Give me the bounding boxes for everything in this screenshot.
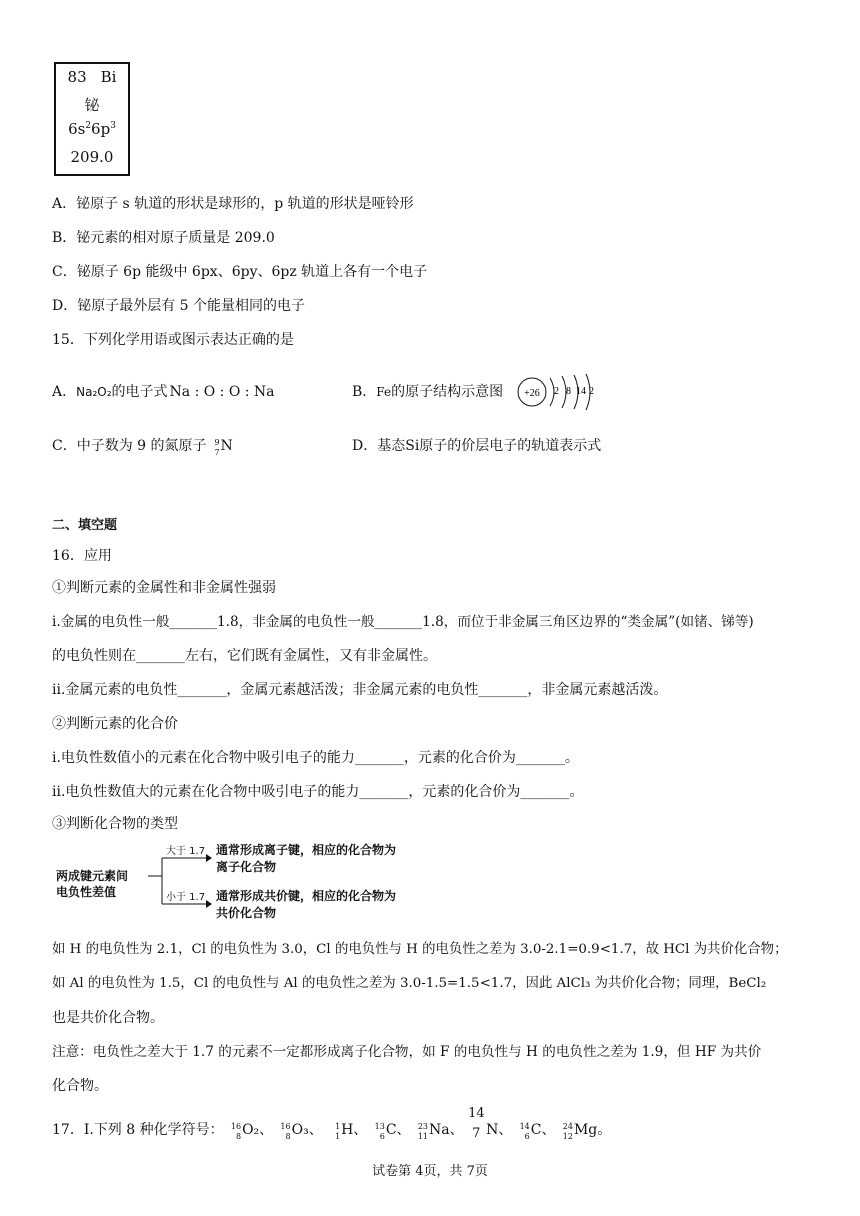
element-name: 铋 [84, 96, 100, 114]
q16-ii1: ii.金属元素的电负性_______，金属元素越活泼；非金属元素的电负性_______，非金属元素越活泼。 [52, 682, 668, 698]
q15-option-b: B．Fe的原子结构示意图 [352, 384, 504, 400]
q16-point-1: ①判断元素的金属性和非金属性强弱 [52, 580, 276, 596]
svg-text:+26: +26 [524, 388, 540, 399]
q16-i2: i.电负性数值小的元素在化合物中吸引电子的能力_______，元素的化合价为_______。 [52, 750, 579, 766]
q16-i1: i.金属的电负性一般_______1.8，非金属的电负性一般_______1.8，而位于非金属三角区边界的“类金属”(如锗、锑等) [52, 614, 754, 630]
q14-option-b: B．铋元素的相对原子质量是 209.0 [52, 230, 275, 246]
q16-note-1: 注意：电负性之差大于 1.7 的元素不一定都形成离子化合物，如 F 的电负性与 H 的电负性之差为 1.9，但 HF 为共价 [52, 1044, 762, 1060]
element-number-symbol: 83 Bi [67, 68, 117, 86]
section-title: 二、填空题 [52, 518, 118, 533]
q15-option-d: D．基态Si原子的价层电子的轨道表示式 [352, 438, 602, 454]
flow-upper-label: 大于 1.7 [166, 846, 206, 857]
q14-option-a: A．铋原子 s 轨道的形状是球形的，p 轨道的形状是哑铃形 [52, 196, 414, 212]
q16-point-3: ③判断化合物的类型 [52, 816, 178, 832]
q16-example-2: 如 Al 的电负性为 1.5，Cl 的电负性与 Al 的电负性之差为 3.0-1.5=1.5<1.7，因此 AlCl₃ 为共价化合物；同理，BeCl₂ [52, 976, 767, 991]
page-footer: 试卷第 4页，共 7页 [372, 1164, 488, 1179]
svg-text:8: 8 [566, 386, 571, 397]
fe-atom-structure-diagram [516, 372, 596, 412]
element-config: $6s^26p^3$ [68, 120, 116, 138]
q15-option-c: C．中子数为 9 的氮原子 9 7 N [52, 438, 233, 457]
lewis-structure: Na : O : O : Na [169, 384, 275, 400]
flow-lower-result: 通常形成共价键，相应的化合物为 共价化合物 [216, 889, 397, 920]
q16-note-2: 化合物。 [52, 1078, 108, 1094]
compound-type-flow-diagram [52, 840, 432, 926]
element-card-bismuth [54, 62, 130, 176]
q14-option-c: C．铋原子 6p 能级中 6px、6py、6pz 轨道上各有一个电子 [52, 264, 428, 280]
q16-point-2: ②判断元素的化合价 [52, 716, 178, 732]
q16-example-1: 如 H 的电负性为 2.1，Cl 的电负性为 3.0，Cl 的电负性与 H 的电负性之差为 3.0-2.1=0.9<1.7，故 HCl 为共价化合物； [52, 942, 788, 957]
nitrogen-isotope: 9 7 [214, 438, 220, 457]
svg-text:2: 2 [589, 386, 594, 397]
q16-i1-cont: 的电负性则在_______左右，它们既有金属性，又有非金属性。 [52, 648, 437, 664]
q17-stem: 17．I.下列 8 种化学符号： 16 8 O₂、 16 8 O₃、 1 1 H、 13 6 C、 23 11 Na、 14 7 N、 14 6 C、 24 12 Mg。 [52, 1106, 612, 1141]
flow-lower-label: 小于 1.7 [166, 892, 206, 903]
flow-upper-result: 通常形成离子键，相应的化合物为 离子化合物 [216, 843, 397, 874]
svg-text:2: 2 [554, 386, 559, 397]
q16-title: 16．应用 [52, 548, 112, 564]
q15-stem: 15．下列化学用语或图示表达正确的是 [52, 332, 294, 348]
q14-option-d: D．铋原子最外层有 5 个能量相同的电子 [52, 298, 306, 314]
q16-ii2: ii.电负性数值大的元素在化合物中吸引电子的能力_______，元素的化合价为_______。 [52, 784, 584, 800]
element-mass: 209.0 [70, 148, 114, 166]
q16-example-3: 也是共价化合物。 [52, 1010, 164, 1026]
q15-option-a: A．Na₂O₂的电子式 Na : O : O : Na [52, 384, 275, 400]
flow-left-label: 两成键元素间 电负性差值 [56, 869, 129, 899]
svg-text:14: 14 [576, 386, 586, 397]
